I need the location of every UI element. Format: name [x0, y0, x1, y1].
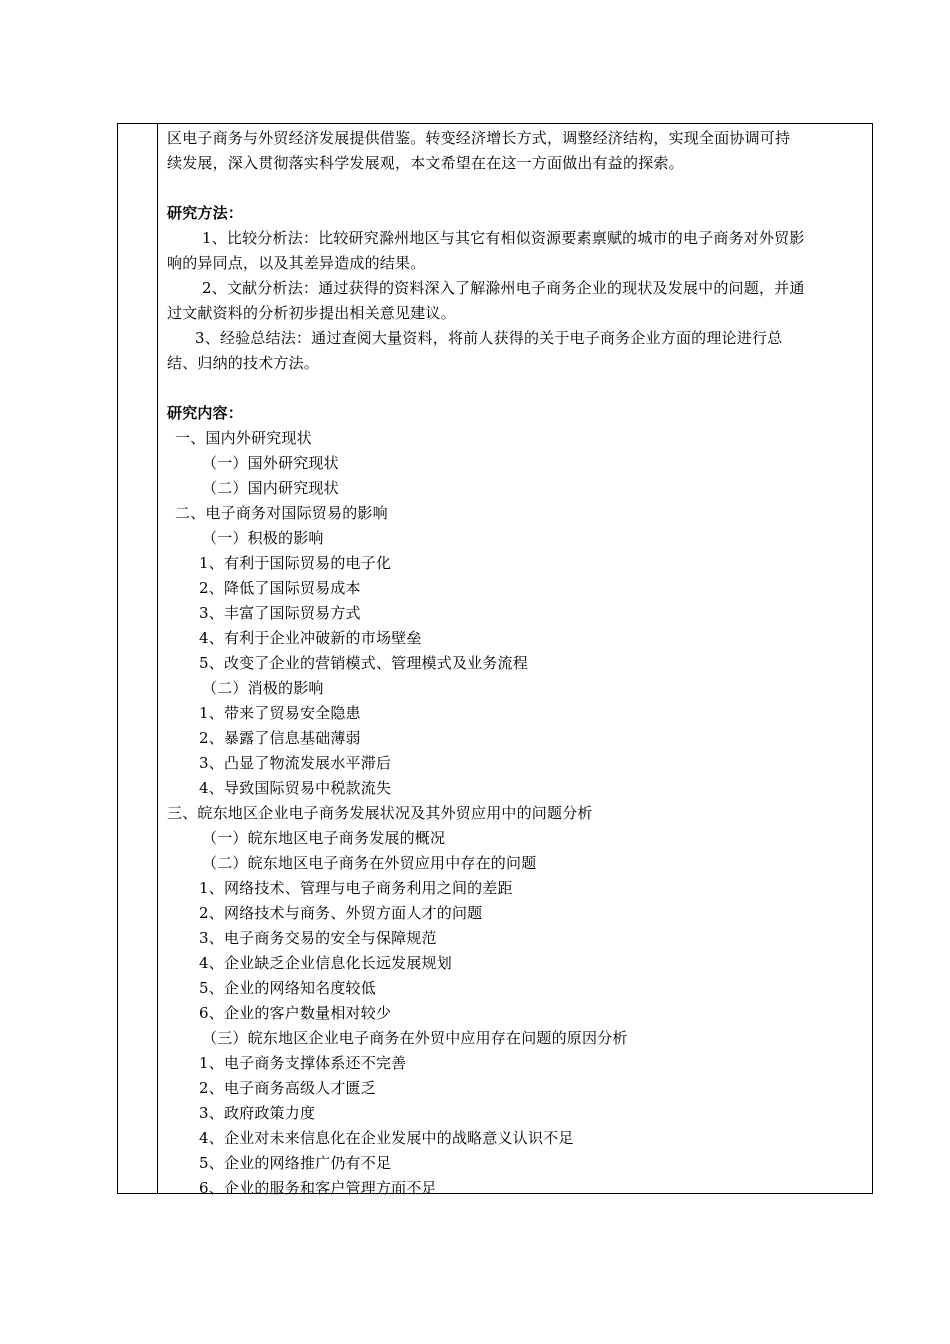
intro-line-1: 区电子商务与外贸经济发展提供借鉴。转变经济增长方式，调整经济结构，实现全面协调可持: [167, 129, 791, 147]
outline-item: （一）积极的影响: [202, 529, 324, 547]
outline-item: 三、皖东地区企业电子商务发展状况及其外贸应用中的问题分析: [167, 804, 593, 822]
outline-item: 4、有利于企业冲破新的市场壁垒: [199, 629, 422, 647]
outline-item: 5、改变了企业的营销模式、管理模式及业务流程: [199, 654, 528, 672]
outline-item: 5、企业的网络知名度较低: [199, 979, 376, 997]
outline-item: （二）皖东地区电子商务在外贸应用中存在的问题: [202, 854, 537, 872]
method-1-line-1: 1、比较分析法：比较研究滁州地区与其它有相似资源要素禀赋的城市的电子商务对外贸影: [202, 229, 805, 247]
method-1-line-2: 响的异同点，以及其差异造成的结果。: [167, 254, 426, 272]
outline-item: 3、电子商务交易的安全与保障规范: [199, 929, 437, 947]
outline-item: 2、降低了国际贸易成本: [199, 579, 361, 597]
outline-item: （三）皖东地区企业电子商务在外贸中应用存在问题的原因分析: [202, 1029, 628, 1047]
intro-line-2: 续发展，深入贯彻落实科学发展观，本文希望在在这一方面做出有益的探索。: [167, 154, 684, 172]
outline-item: 3、丰富了国际贸易方式: [199, 604, 361, 622]
outline-item: 2、暴露了信息基础薄弱: [199, 729, 361, 747]
document-table: [117, 123, 873, 1197]
outline-item: 3、凸显了物流发展水平滞后: [199, 754, 392, 772]
method-2-line-1: 2、文献分析法：通过获得的资料深入了解滁州电子商务企业的现状及发展中的问题，并通: [202, 279, 805, 297]
outline-item: 4、导致国际贸易中税款流失: [199, 779, 392, 797]
method-3-line-1: 3、经验总结法：通过查阅大量资料，将前人获得的关于电子商务企业方面的理论进行总: [195, 329, 783, 347]
outline-item: 3、政府政策力度: [199, 1104, 316, 1122]
outline-item: 6、企业的服务和客户管理方面不足: [199, 1179, 437, 1197]
methods-heading: 研究方法：: [167, 204, 244, 222]
outline-item: （一）国外研究现状: [202, 454, 339, 472]
outline-item: 二、电子商务对国际贸易的影响: [175, 504, 388, 522]
outline-item: （一）皖东地区电子商务发展的概况: [202, 829, 446, 847]
content-heading: 研究内容：: [167, 404, 244, 422]
outline-item: 1、电子商务支撑体系还不完善: [199, 1054, 407, 1072]
method-2-line-2: 过文献资料的分析初步提出相关意见建议。: [167, 304, 456, 322]
outline-item: 4、企业对未来信息化在企业发展中的战略意义认识不足: [199, 1129, 574, 1147]
outline-item: （二）国内研究现状: [202, 479, 339, 497]
outline-item: （二）消极的影响: [202, 679, 324, 697]
outline-item: 1、带来了贸易安全隐患: [199, 704, 361, 722]
outline-item: 4、企业缺乏企业信息化长远发展规划: [199, 954, 452, 972]
outline-item: 1、网络技术、管理与电子商务利用之间的差距: [199, 879, 513, 897]
outline-item: 5、企业的网络推广仍有不足: [199, 1154, 392, 1172]
outline-item: 2、电子商务高级人才匮乏: [199, 1079, 376, 1097]
table-left-column: [118, 124, 158, 1193]
outline-item: 2、网络技术与商务、外贸方面人才的问题: [199, 904, 483, 922]
outline-item: 一、国内外研究现状: [175, 429, 312, 447]
outline-item: 1、有利于国际贸易的电子化: [199, 554, 392, 572]
outline-item: 6、企业的客户数量相对较少: [199, 1004, 392, 1022]
method-3-line-2: 结、归纳的技术方法。: [167, 354, 320, 372]
